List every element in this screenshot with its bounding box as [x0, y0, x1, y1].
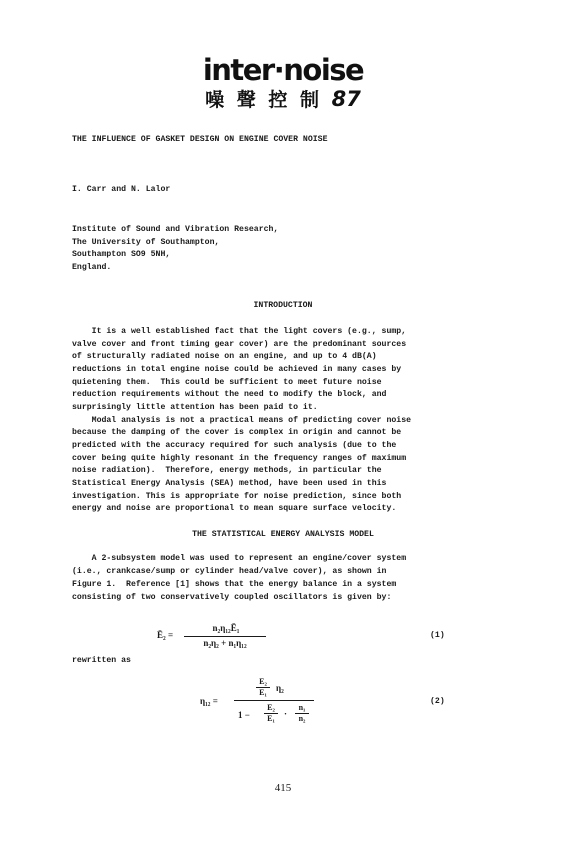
paper-title: THE INFLUENCE OF GASKET DESIGN ON ENGINE COVER NOISE — [72, 135, 328, 144]
body-line: rewritten as — [72, 656, 131, 665]
body-line: because the damping of the cover is complex in origin and cannot be — [72, 428, 402, 437]
body-line: It is a well established fact that the light covers (e.g., sump, — [72, 327, 407, 336]
eq2-den-frac-num: E₂ — [267, 703, 275, 712]
logo-chinese-text: 噪 聲 控 制 — [205, 89, 322, 111]
inter-noise-logo-subtitle — [0, 89, 566, 110]
affiliation-line: England. — [72, 263, 112, 272]
eq1-fraction-bar — [184, 636, 266, 637]
logo-year: 87 — [331, 87, 361, 111]
body-line: energy and noise are proportional to mean square surface velocity. — [72, 504, 397, 513]
eq1-denominator: n₂η₂ + n₁η₁₂ — [203, 638, 247, 648]
eq1-lhs: Ē₂ = — [157, 630, 174, 640]
eq1-number: (1) — [430, 631, 445, 640]
eq1-numerator: n₂η₁₂Ē₁ — [212, 623, 240, 633]
eq2-top-frac-num: E₂ — [259, 677, 267, 686]
affiliation-line: Institute of Sound and Vibration Research, — [72, 225, 279, 234]
eq2-lhs: η₁₂ = — [200, 696, 218, 706]
body-line: A 2-subsystem model was used to represent an engine/cover system — [72, 554, 407, 563]
body-line: valve cover and front timing gear cover) are the predominant sources — [72, 340, 407, 349]
eq2-fraction-bar — [234, 700, 314, 701]
eq2-den-frac-den: E₁ — [267, 714, 275, 723]
eq2-den-n-den: n₂ — [298, 714, 306, 723]
body-line: Statistical Energy Analysis (SEA) method, have been used in this — [72, 479, 387, 488]
body-line: quietening them. This could be sufficient to meet future noise — [72, 378, 382, 387]
body-line: consisting of two conservatively coupled oscillators is given by: — [72, 593, 392, 602]
body-line: predicted with the accuracy required for such analysis (due to the — [72, 441, 397, 450]
paper-authors: I. Carr and N. Lalor — [72, 185, 171, 194]
body-line: noise radiation). Therefore, energy methods, in particular the — [72, 466, 382, 475]
eq2-den-n-num: n₁ — [298, 703, 306, 712]
inter-noise-logo: inter·noise — [202, 53, 364, 87]
eq2-top-eta: η₂ — [276, 683, 284, 693]
body-line: reduction requirements without the need to modify the block, and — [72, 390, 387, 399]
body-line: Modal analysis is not a practical means of predicting cover noise — [72, 416, 412, 425]
affiliation-line: The University of Southampton, — [72, 238, 220, 247]
body-line: investigation. This is appropriate for noise prediction, since both — [72, 492, 402, 501]
body-line: Figure 1. Reference [1] shows that the energy balance in a system — [72, 580, 397, 589]
eq2-top-frac-den: E₁ — [259, 688, 267, 697]
section-heading-sea-model: THE STATISTICAL ENERGY ANALYSIS MODEL — [192, 530, 374, 539]
body-line: reductions in total engine noise could be achieved in many cases by — [72, 365, 402, 374]
section-heading-introduction: INTRODUCTION — [253, 301, 313, 310]
body-line: (i.e., crankcase/sump or cylinder head/valve cover), as shown in — [72, 567, 387, 576]
body-line: surprisingly little attention has been paid to it. — [72, 403, 318, 412]
eq2-number: (2) — [430, 697, 445, 706]
eq2-den-one-minus: 1 − — [238, 710, 250, 720]
body-line: cover being quite highly resonant in the frequency ranges of maximum — [72, 454, 407, 463]
page-number: 415 — [274, 782, 292, 794]
affiliation-line: Southampton SO9 5NH, — [72, 250, 171, 259]
body-line: of structurally radiated noise on an engine, and up to 4 dB(A) — [72, 352, 377, 361]
eq2-den-dot: · — [284, 709, 288, 719]
